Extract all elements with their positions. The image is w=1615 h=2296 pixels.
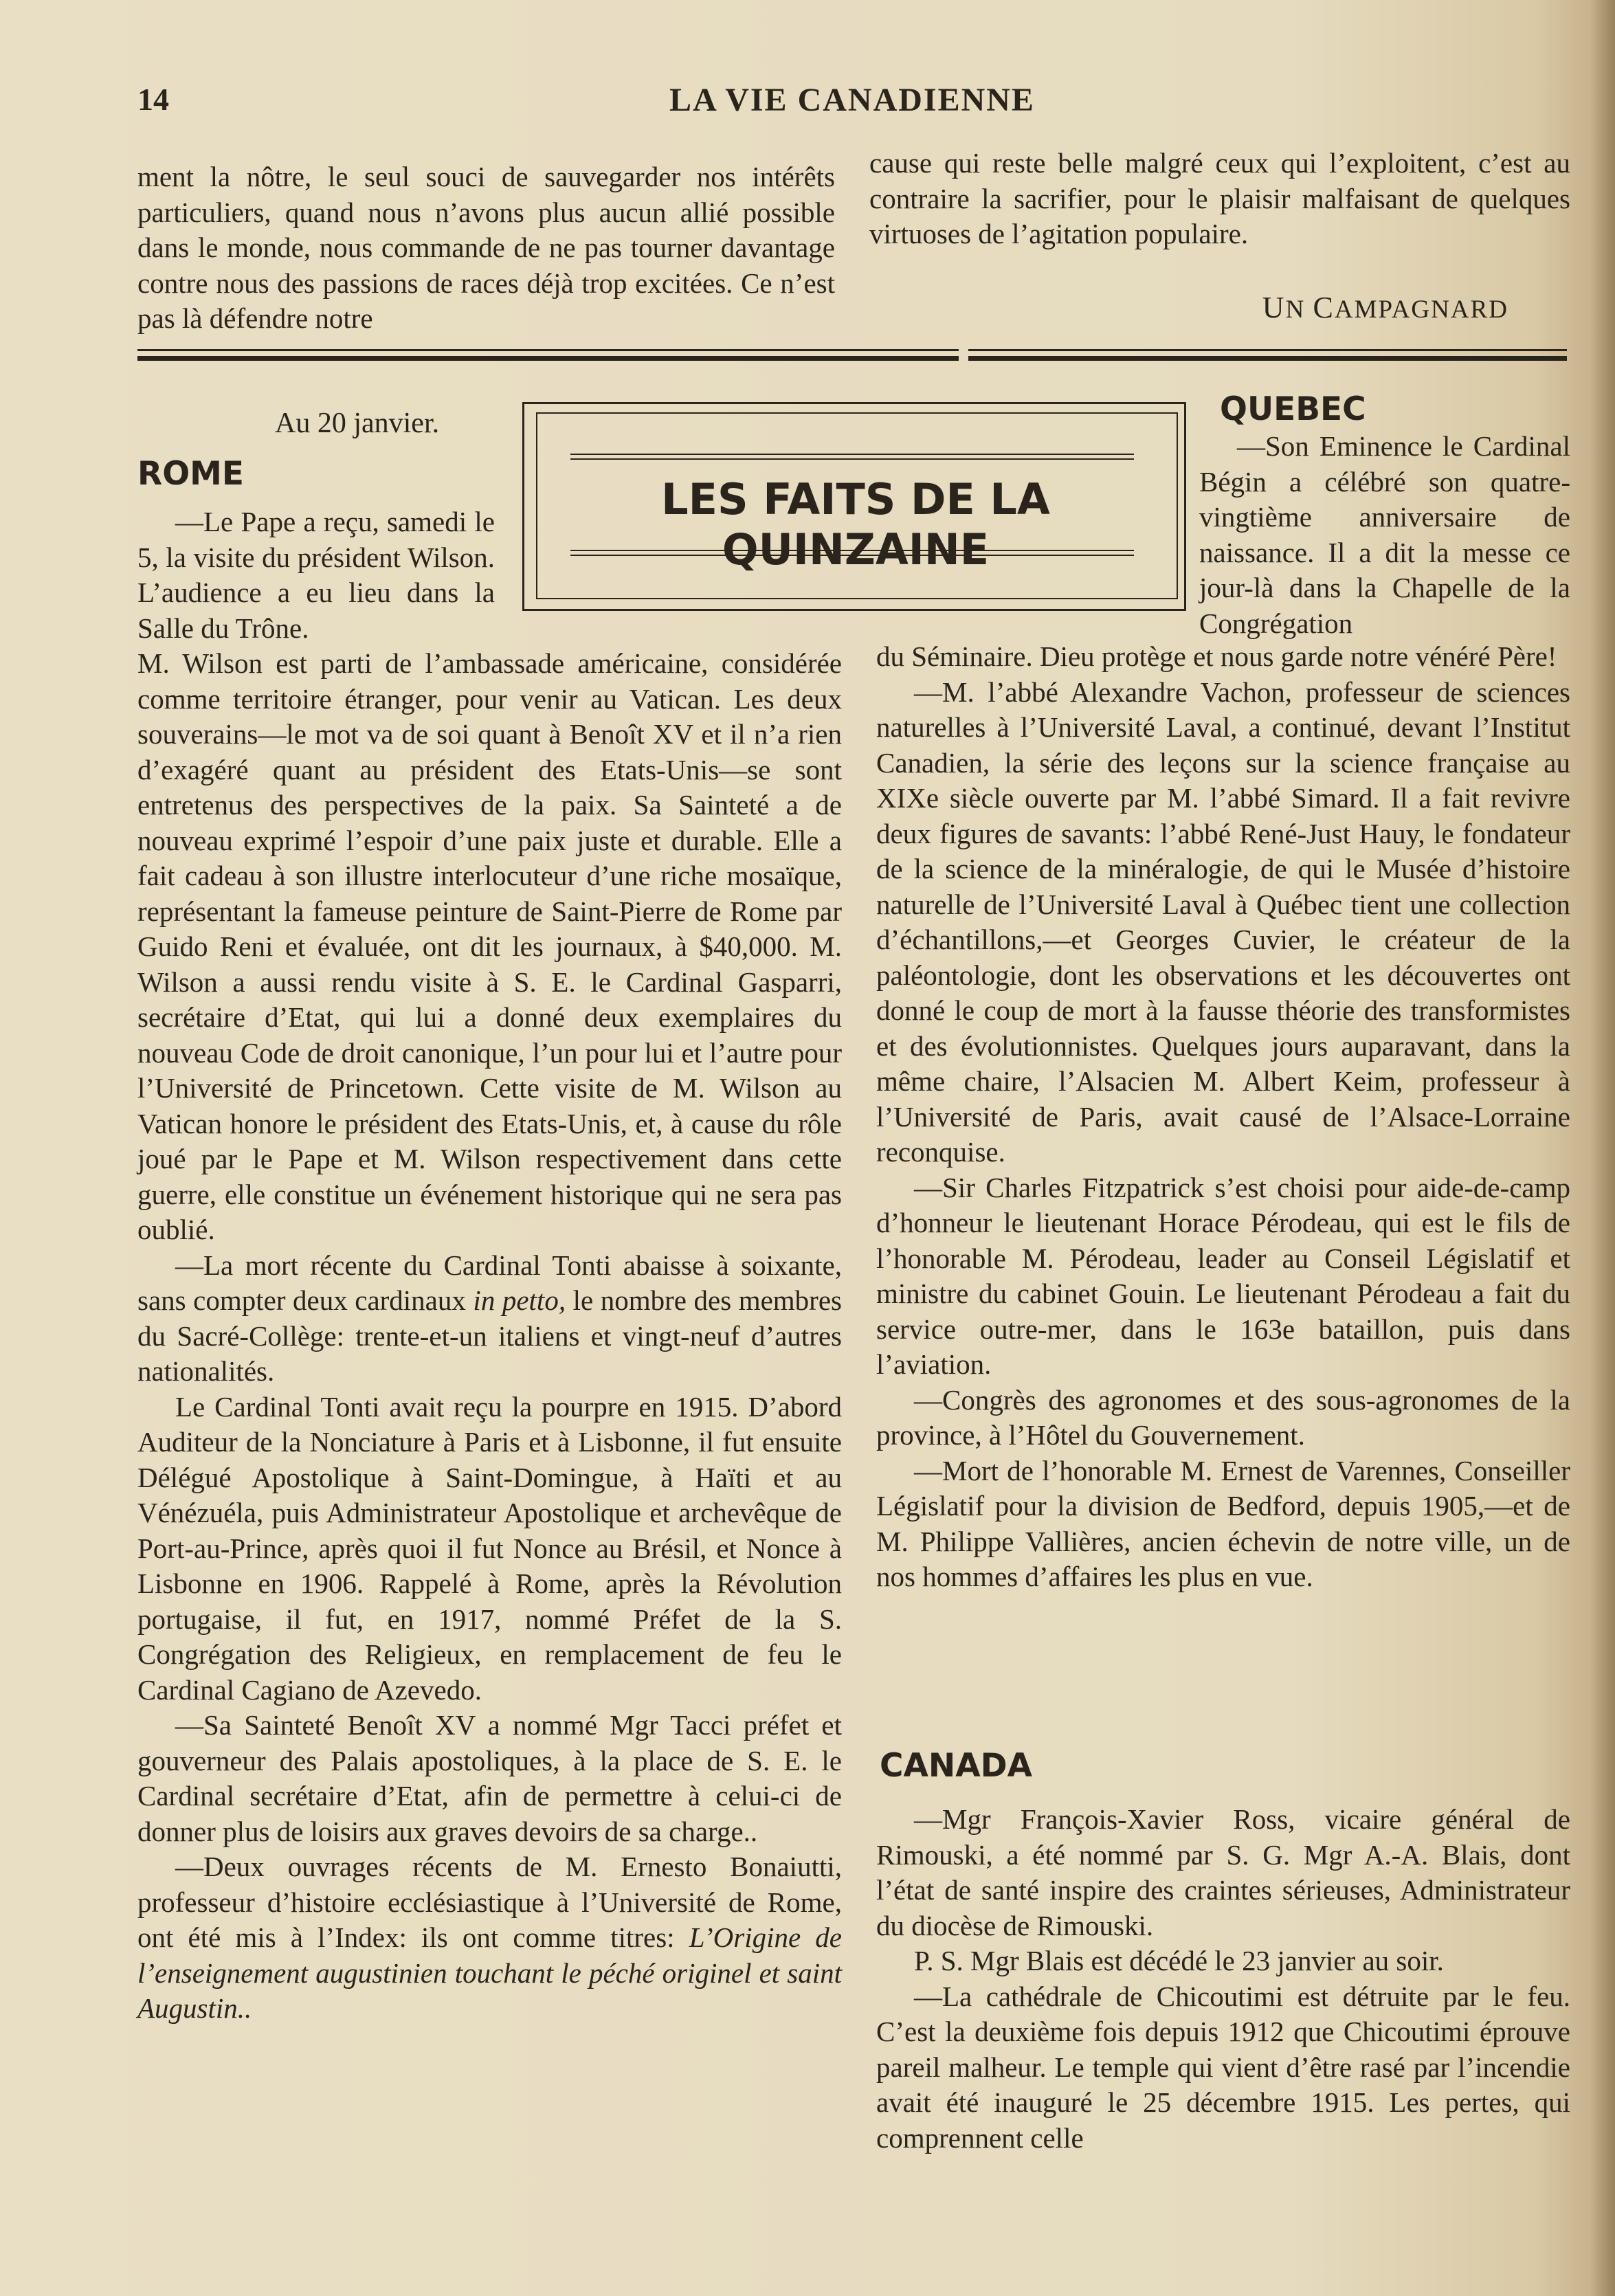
box-rule-bottom (570, 550, 1134, 551)
box-rule-bottom-2 (570, 555, 1134, 556)
canada-paragraph: —La cathédrale de Chicoutimi est détruite par le feu. C’est la deuxième fois depuis 1912 que Chicoutimi éprouve pareil malheur. Le temple qui vient d’être rasé par l’incendie avait été inauguré le 25 décembre 1915. Les pertes, qui comprennent celle (876, 1980, 1570, 2154)
quebec-paragraph: —Sir Charles Fitzpatrick s’est choisi pour aide-de-camp d’honneur le lieutenant Horace Pérodeau, qui est le fils de l’honorable M. Pérodeau, leader au Conseil Législatif et ministre du cabinet Gouin. Le lieutenant Pérodeau a fait du service outre-mer, dans le 163e bataillon, puis dans l’aviation. (876, 1171, 1570, 1380)
continuation-left-text: ment la nôtre, le seul souci de sauvegarder nos intérêts particuliers, quand nous n’avons plus aucun allié possible dans le monde, nous commande de ne pas tourner davantage contre nous des passions de races déjà trop excitées. Ce n’est pas là défendre notre (137, 161, 835, 334)
continuation-left-column (137, 159, 835, 337)
section-heading-canada: CANADA (880, 1747, 1032, 1785)
rome-paragraph: —Sa Sainteté Benoît XV a nommé Mgr Tacci préfet et gouverneur des Palais apostoliques, à la place de S. E. le Cardinal secrétaire d’Etat, afin de permettre à celui-ci de donner plus de loisirs aux graves devoirs de sa charge.. (137, 1709, 842, 1847)
quebec-paragraph: —M. l’abbé Alexandre Vachon, professeur de sciences naturelles à l’Université Laval, a continué, devant l’Institut Canadien, la série des leçons sur la science française au XIXe siècle ouverte par M. l’abbé Simard. Il a fait revivre deux figures de savants: l’abbé René-Just Hauy, le fondateur de la science de la minéralogie, de qui le Musée d’histoire naturelle de l’Université Laval à Québec tient une collection d’échantillons,—et Georges Cuvier, le créateur de la paléontologie, dont les observations et les découvertes ont donné le coup de mort à la fausse théorie des transformistes et des évolutionnistes. Quelques jours auparavant, dans la même chaire, l’Alsacien M. Albert Keim, professeur à l’Université de Paris, avait causé de l’Alsace-Lorraine reconquise. (876, 676, 1570, 1168)
quebec-intro-column (1199, 429, 1570, 641)
rome-intro-column (137, 504, 495, 646)
quebec-paragraph: —Son Eminence le Cardinal Bégin a célébré son quatre-vingtième anniversaire de naissance. Il a dit la messe ce jour-là dans la Chapelle de la Congrégation (1199, 430, 1570, 639)
rome-paragraph: —Le Pape a reçu, samedi le 5, la visite du président Wilson. L’audience a eu lieu dans la Salle du Trône. (137, 506, 495, 644)
journal-title: LA VIE CANADIENNE (669, 82, 1035, 118)
page-header (137, 81, 1567, 122)
rome-main-column (137, 646, 842, 2027)
continuation-right-column (869, 146, 1570, 252)
section-heading-rome: ROME (137, 455, 245, 493)
rome-paragraph: —Deux ouvrages récents de M. Ernesto Bonaiutti, professeur d’histoire ecclésiastique à l’Université de Rome, ont été mis à l’Index: ils ont comme titres: L’Origine de l’enseignement augustinien touchant le péché originel et saint Augustin.. (137, 1851, 843, 2024)
quebec-paragraph: —Congrès des agronomes et des sous-agronomes de la province, à l’Hôtel du Gouvernement. (876, 1383, 1570, 1451)
box-rule-top (570, 454, 1134, 455)
canada-paragraph: P. S. Mgr Blais est décédé le 23 janvier au soir. (914, 1945, 1444, 1976)
section-heading-quebec: QUEBEC (1220, 390, 1366, 428)
quebec-paragraph: —Mort de l’honorable M. Ernest de Varennes, Conseiller Législatif pour la division de Bedford, depuis 1905,—et de M. Philippe Vallières, ancien échevin de notre ville, un de nos hommes d’affaires les plus en vue. (876, 1454, 1570, 1592)
page-edge-shadow (1590, 0, 1615, 2296)
page-number: 14 (137, 82, 169, 117)
quebec-main-column (876, 639, 1570, 1595)
continuation-right-text: cause qui reste belle malgré ceux qui l’exploitent, c’est au contraire la sacrifier, pour le plaisir malfaisant de quelques virtuoses de l’agitation populaire. (869, 147, 1570, 249)
feature-title: LES FAITS DE LA QUINZAINE (661, 474, 1050, 575)
section-divider-thin (137, 349, 1567, 351)
divider-gap (959, 347, 968, 364)
box-rule-top-2 (570, 458, 1134, 460)
section-divider-thick (137, 356, 1567, 361)
rome-paragraph: —La mort récente du Cardinal Tonti abaisse à soixante, sans compter deux cardinaux in petto, le nombre des membres du Sacré-Collège: trente-et-un italiens et vingt-neuf d’autres nationalités. (137, 1249, 842, 1387)
canada-column (876, 1802, 1570, 2156)
issue-date: Au 20 janvier. (275, 408, 440, 439)
rome-paragraph: Le Cardinal Tonti avait reçu la pourpre en 1915. D’abord Auditeur de la Nonciature à Paris et à Lisbonne, il fut ensuite Délégué Apostolique à Saint-Domingue, à Haïti et au Vénézuéla, puis Administrateur Apostolique et archevêque de Port-au-Prince, après quoi il fut Nonce au Brésil, et Nonce à Lisbonne en 1906. Rappelé à Rome, après la Révolution portugaise, il fut, en 1917, nommé Préfet de la S. Congrégation des Religieux, en remplacement de feu le Cardinal Cagiano de Azevedo. (137, 1390, 842, 1706)
rome-paragraph: M. Wilson est parti de l’ambassade américaine, considérée comme territoire étranger, pour venir au Vatican. Les deux souverains—le mot va de soi quant à Benoît XV et il n’a rien d’exagéré quant au président des Etats-Unis—se sont entretenus des perspectives de la paix. Sa Sainteté a de nouveau exprimé l’espoir d’une paix juste et durable. Elle a fait cadeau à son illustre interlocuteur d’une riche mosaïque, représentant la fameuse peinture de Saint-Pierre de Rome par Guido Reni et évaluée, ont dit les journaux, à $40,000. M. Wilson a aussi rendu visite à S. E. le Cardinal Gasparri, secrétaire d’Etat, qui lui a donné deux exemplaires du nouveau Code de droit canonique, l’un pour lui et l’autre pour l’Université de Princetown. Cette visite de M. Wilson au Vatican honore le président des Etats-Unis, et, à cause du rôle joué par le Pape et M. Wilson respectivement dans cette guerre, elle constitue un événement historique qui ne sera pas oublié. (137, 647, 842, 1245)
quebec-paragraph: du Séminaire. Dieu protège et nous garde notre vénéré Père! (876, 640, 1557, 672)
canada-paragraph: —Mgr François-Xavier Ross, vicaire général de Rimouski, a été nommé par S. G. Mgr A.-A. Blais, dont l’état de santé inspire des craintes sérieuses, Administrateur du diocèse de Rimouski. (876, 1803, 1570, 1941)
author-signature: UN CAMPAGNARD (1262, 291, 1508, 324)
